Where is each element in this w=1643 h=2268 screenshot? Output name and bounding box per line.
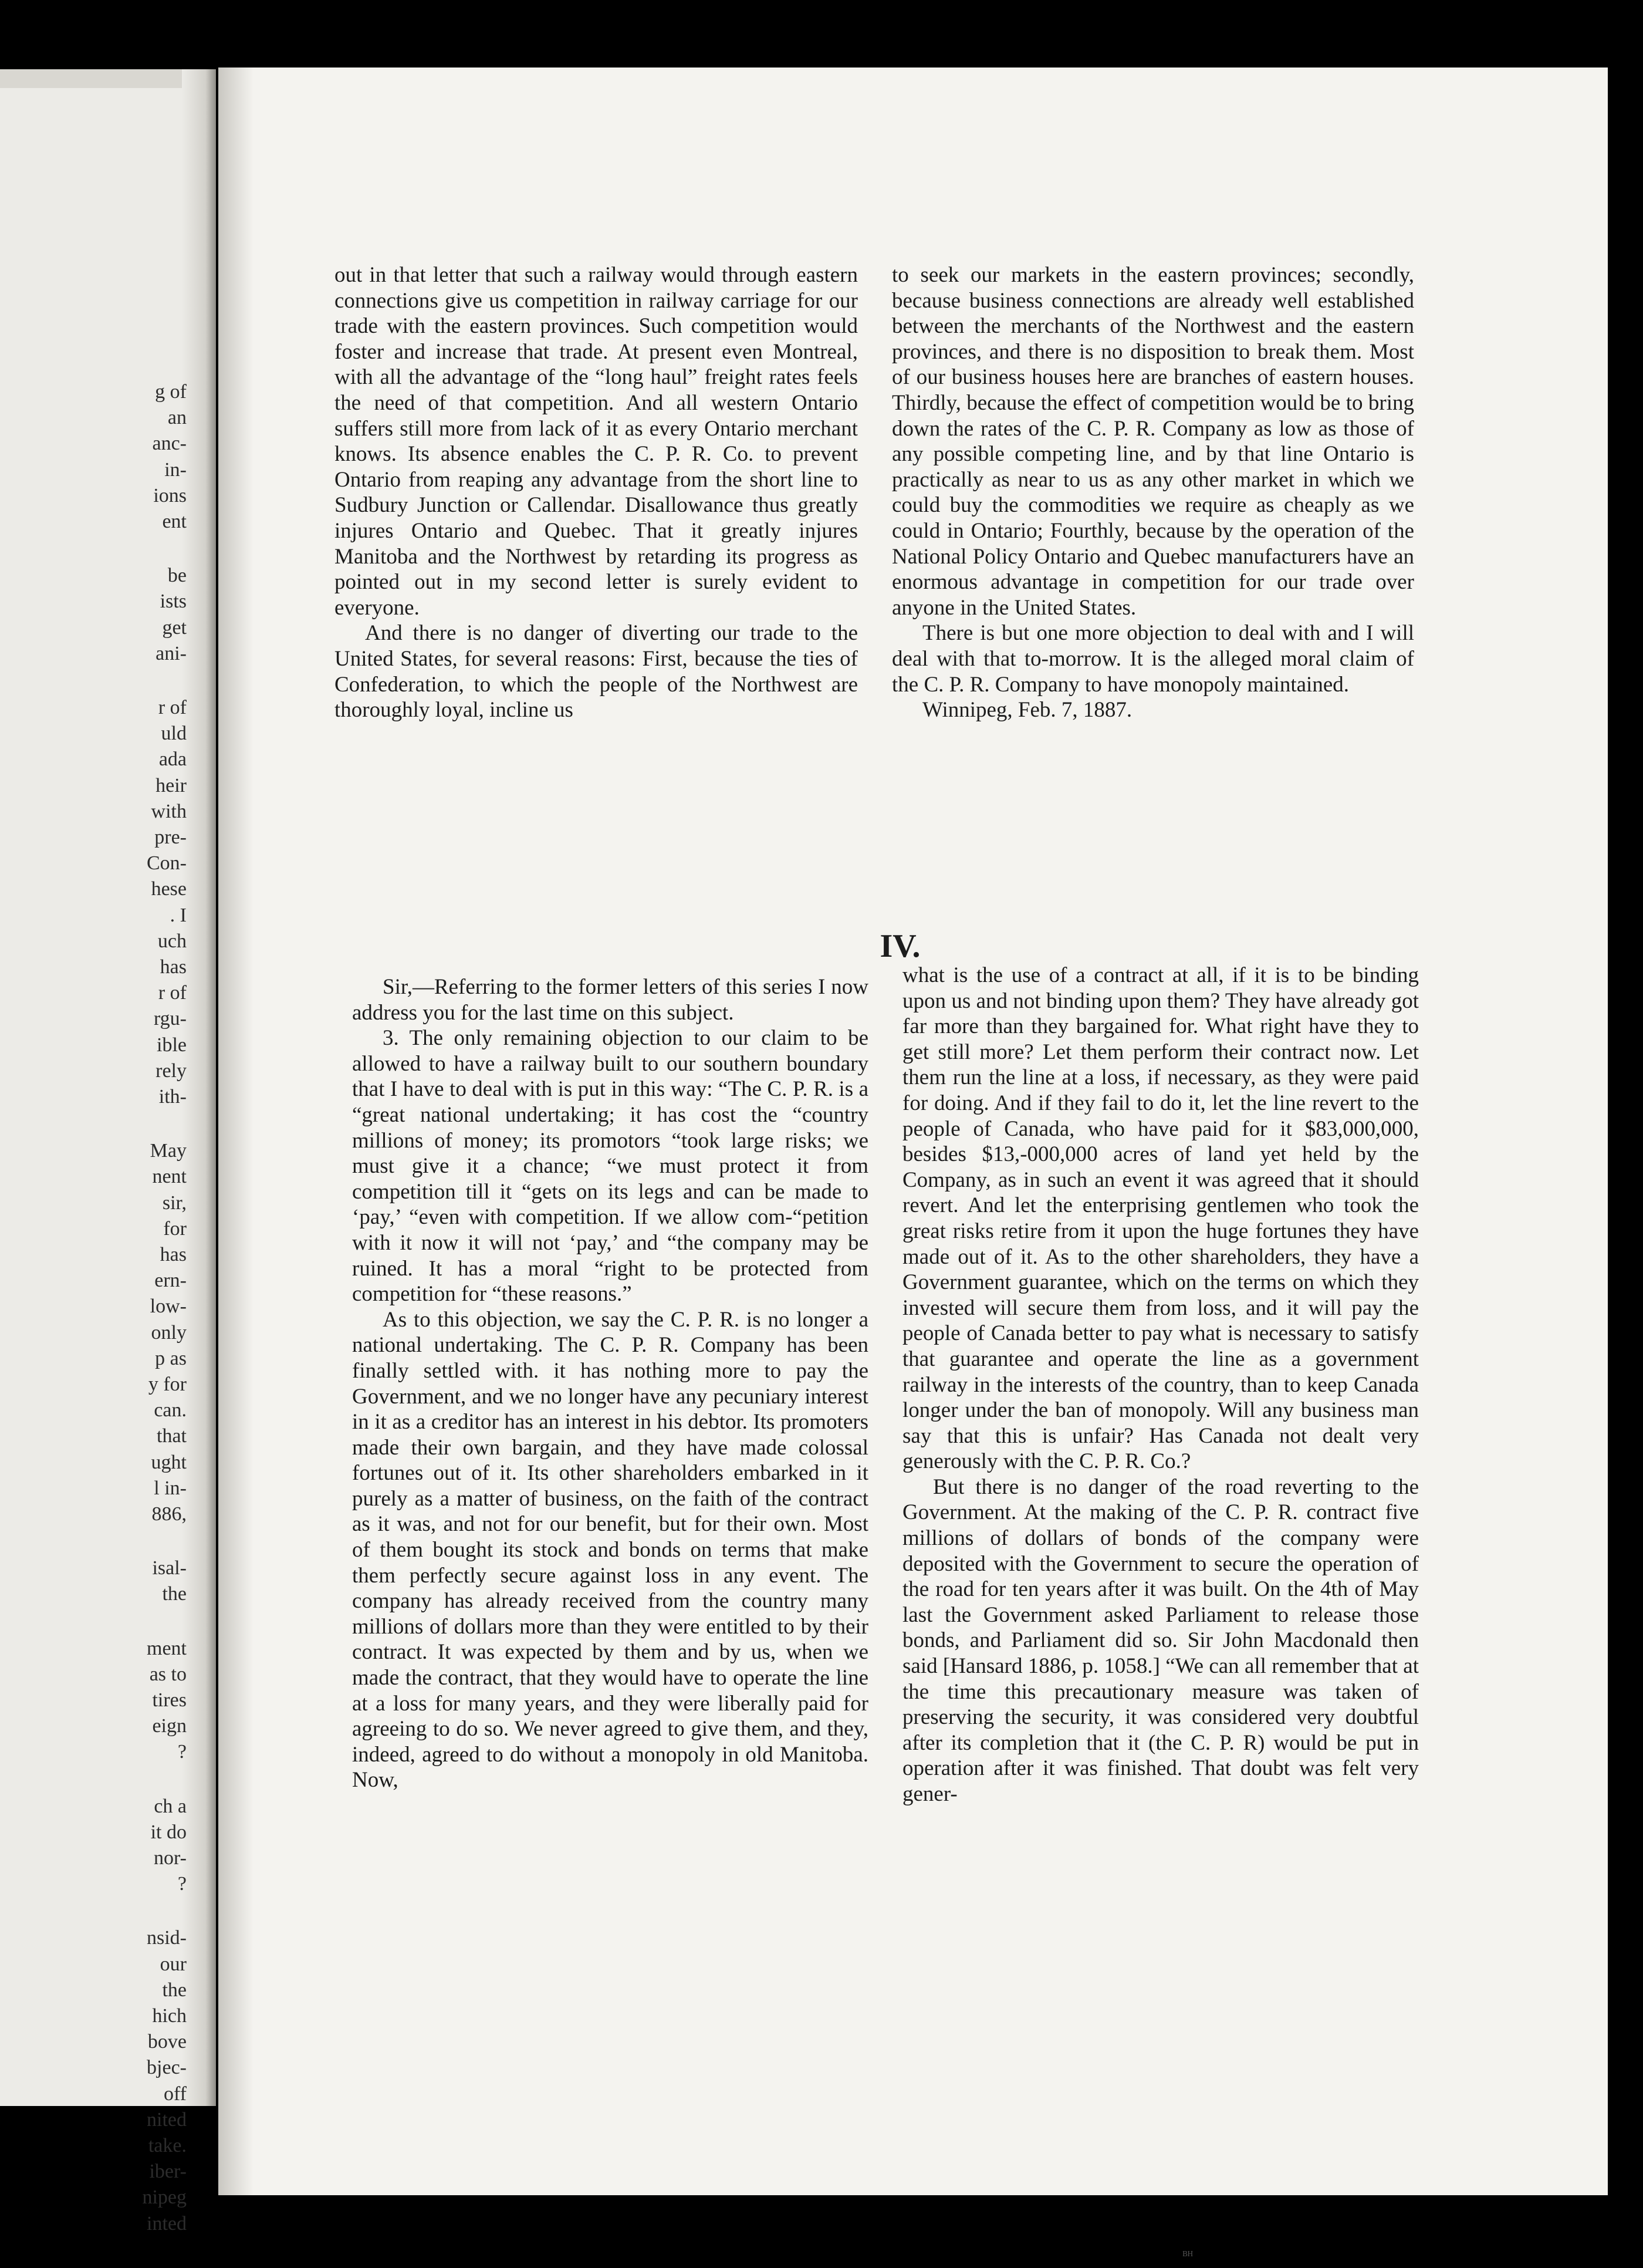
facing-page-fragment: an <box>167 407 187 428</box>
facing-page-fragment: g of <box>155 381 187 403</box>
facing-page-fragment: with <box>151 801 187 822</box>
facing-page-fragment: low- <box>150 1295 187 1317</box>
facing-page-fragment: ught <box>151 1452 187 1473</box>
facing-page-fragment: nited <box>147 2109 187 2131</box>
facing-page-fragment: May <box>150 1140 187 1162</box>
facing-page-fragment: y for <box>148 1373 187 1395</box>
facing-page-fragment: get <box>162 617 187 639</box>
facing-page-fragment: . I <box>170 905 187 926</box>
facing-page-fragment: iber- <box>149 2161 187 2182</box>
facing-page-fragment: has <box>160 1244 187 1265</box>
facing-page-fragment: can. <box>154 1399 187 1421</box>
facing-page-fragment: ern- <box>154 1270 187 1291</box>
facing-page-fragment: ch a <box>154 1796 187 1817</box>
upper-right-paragraph-1: to seek our markets in the eastern provinces; secondly, because business connections are already well established between the merchants of the Northwest and the eastern provinces, and there is no disposition to break them. Most of our business houses here are branches of eastern houses. Thirdly, because the effect of competition would be to bring down the rates of the C. P. R. Company as low as those of any possible competing line, and by that line Ontario is practically as near to us as any other market in which we could buy the commodities we require as cheaply as we could in Ontario; Fourthly, because by the operation of the National Policy Ontario and Quebec manufacturers have an enormous advantage in competition for our trade over anyone in the United States. <box>892 263 1414 620</box>
facing-page-fragment: pre- <box>154 826 187 848</box>
lower-right-paragraph-1: what is the use of a contract at all, if it is to be binding upon us and not binding upon them? They have already got far more than they bargained for. What right have they to get still more? Let them perform their contract now. Let them run the line at a loss, if necessary, as they were paid for doing. And if they fail to do it, let the line revert to the people of Canada, who have paid for it $83,000,000, besides $13,-000,000 acres of land yet held by the Company, as in such an event it was agreed that it should revert. And let the enterprising gentlemen who took the great risks retire from it upon the huge fortunes they have made out of it. As to the other shareholders, they have a Government guarantee, which on the terms on which they invested will secure them from loss, and it will pay the people of Canada better to pay what is necessary to satisfy that guarantee and operate the line as a government railway in the interests of the country, than to keep Canada longer under the ban of monopoly. Will any business man say that this is unfair? Has Canada not dealt very generously with the C. P. R. Co.? <box>902 963 1419 1474</box>
facing-page-fragment: isal- <box>152 1557 187 1579</box>
facing-page-fragment: rgu- <box>153 1008 187 1030</box>
lower-left-paragraph-3: As to this objection, we say the C. P. R. is no longer a national undertaking. The C. P. R. Company has been finally settled with. it has nothing more to pay the Government, and we no longer have any pecuniary interest in it as a creditor has an interest in his debtor. Its promoters made their own bargain, and they have made colossal fortunes out of it. Its other shareholders embarked in it purely as a matter of business, on the faith of the contract as it was, and not for our benefit, but for their own. Most of them bought its stock and bonds on terms that make them perfectly secure against loss in any event. The company has already received from the country many millions of dollars more than they were entitled to by their contract. It was expected by them and by us, when we made the contract, that they would have to operate the line at a loss for many years, and they were liberally paid for agreeing to do so. We never agreed to give them, and they, indeed, agreed to do without a monopoly in old Manitoba. Now, <box>352 1307 868 1793</box>
lower-right-column <box>902 963 1419 1807</box>
facing-page-fragment: has <box>160 956 187 978</box>
facing-page-fragment: ible <box>157 1034 187 1056</box>
facing-page-fragment: l in- <box>154 1477 187 1499</box>
facing-page-fragment: eign <box>152 1715 187 1737</box>
facing-page-fragment: r of <box>158 697 187 718</box>
facing-page-text <box>0 69 194 2235</box>
facing-page-fragment: that <box>157 1425 187 1447</box>
facing-page-fragment: nsid- <box>147 1927 187 1949</box>
facing-page-fragment: hese <box>151 878 187 900</box>
facing-page-fragment: ith- <box>158 1086 187 1108</box>
footer-mark: ᴮᴴ <box>1182 2248 1194 2263</box>
facing-page-fragment: tires <box>152 1689 187 1711</box>
lower-left-paragraph-2: 3. The only remaining objection to our claim to be allowed to have a railway built to our southern boundary that I have to deal with is put in this way: “The C. P. R. is a “great national undertaking; it has cost the “country millions of money; its promotors “took large risks; we must give it a chance; “we must protect it from competition till it “gets on its legs and can be made to ‘pay,’ “even with competition. If we allow com-“petition with it now it will not ‘pay,’ and “the company may be ruined. It has a moral “right to be protected from competition for “these reasons.” <box>352 1026 868 1307</box>
facing-page-fragment: take. <box>148 2135 187 2156</box>
facing-page-fragment: 886, <box>151 1503 187 1525</box>
upper-left-column <box>334 262 858 723</box>
dateline: Winnipeg, Feb. 7, 1887. <box>922 698 1132 723</box>
page-binding-shadow <box>218 68 253 2195</box>
facing-page-fragment: ment <box>147 1638 187 1659</box>
facing-page-fragment: uld <box>161 723 187 744</box>
facing-page-fragment: it do <box>150 1821 187 1843</box>
facing-page-fragment: as to <box>149 1663 187 1685</box>
facing-page-fragment: nent <box>152 1166 187 1187</box>
facing-page-fragment: anc- <box>152 433 187 454</box>
facing-page-fragment: nor- <box>154 1847 187 1869</box>
facing-page-fragment: ? <box>177 1741 187 1763</box>
facing-page-fragment: Con- <box>147 852 187 874</box>
facing-page-fragment: r of <box>158 982 187 1004</box>
facing-page-fragment: off <box>163 2083 187 2105</box>
facing-page-fragment: uch <box>157 930 187 952</box>
facing-page-fragment: in- <box>164 459 187 481</box>
upper-right-paragraph-2: There is but one more objection to deal with and I will deal with that to-morrow. It is the alleged moral claim of the C. P. R. Company to have monopoly maintained. <box>892 621 1414 697</box>
facing-page-fragment: bjec- <box>147 2057 187 2078</box>
upper-left-paragraph-1: out in that letter that such a railway would through eastern connections give us competition in railway carriage for our trade with the eastern provinces. Such competition would foster and increase that trade. At present even Montreal, with all the advantage of the “long haul” freight rates feels the need of that competition. And all western Ontario suffers still more from lack of it as every Ontario merchant knows. Its absence enables the C. P. R. Co. to prevent Ontario from reaping any advantage from the short line to Sudbury Junction or Callendar. Disallowance thus greatly injures Ontario and Quebec. That it greatly injures Manitoba and the Northwest by retarding its progress as pointed out in my second letter is surely evident to everyone. <box>334 263 858 620</box>
facing-page-fragment: only <box>151 1322 187 1344</box>
facing-page-fragment: ani- <box>155 643 187 664</box>
facing-page-fragment: ada <box>158 748 187 770</box>
upper-right-column <box>892 262 1414 723</box>
facing-page-fragment: p as <box>155 1348 187 1369</box>
facing-page-fragment: the <box>162 1979 187 2001</box>
facing-page-fragment: for <box>163 1218 187 1240</box>
lower-left-column <box>352 974 868 1793</box>
facing-page-fragment: the <box>162 1583 187 1605</box>
facing-page-fragment: ists <box>160 590 187 612</box>
facing-page-fragment: rely <box>155 1060 187 1082</box>
facing-page-fragment: sir, <box>162 1192 187 1214</box>
facing-page-fragment: be <box>167 565 187 586</box>
facing-page-fragment: bove <box>147 2031 187 2053</box>
facing-page-fragment: inted <box>147 2213 187 2235</box>
facing-page-fragment: ions <box>153 485 187 507</box>
facing-page-fragment: our <box>160 1953 187 1975</box>
facing-page-fragment: hich <box>152 2005 187 2027</box>
facing-page-fragment: nipeg <box>142 2186 187 2208</box>
lower-left-paragraph-1: Sir,—Referring to the former letters of this series I now address you for the last time on this subject. <box>352 975 868 1025</box>
lower-right-paragraph-2: But there is no danger of the road reverting to the Government. At the making of the C. P. R. contract five millions of dollars of bonds of the company were deposited with the Government to secure the operation of the road for ten years after it was built. On the 4th of May last the Government asked Parliament to release those bonds, and Parliament did so. Sir John Macdonald then said [Hansard 1886, p. 1058.] “We can all remember that at the time this precautionary measure was taken of preserving the security, it was considered very doubtful after its completion that it (the C. P. R) would be put in operation after it was finished. That doubt was felt very gener- <box>902 1474 1419 1806</box>
facing-page-fragment: ? <box>177 1873 187 1895</box>
section-heading: IV. <box>880 928 921 964</box>
facing-page-fragment: ent <box>162 511 187 532</box>
upper-left-paragraph-2: And there is no danger of diverting our trade to the United States, for several reasons: First, because the ties of Confederation, to which the people of the Northwest are thoroughly loyal, incline us <box>334 621 858 723</box>
facing-page-fragment: heir <box>155 775 187 797</box>
